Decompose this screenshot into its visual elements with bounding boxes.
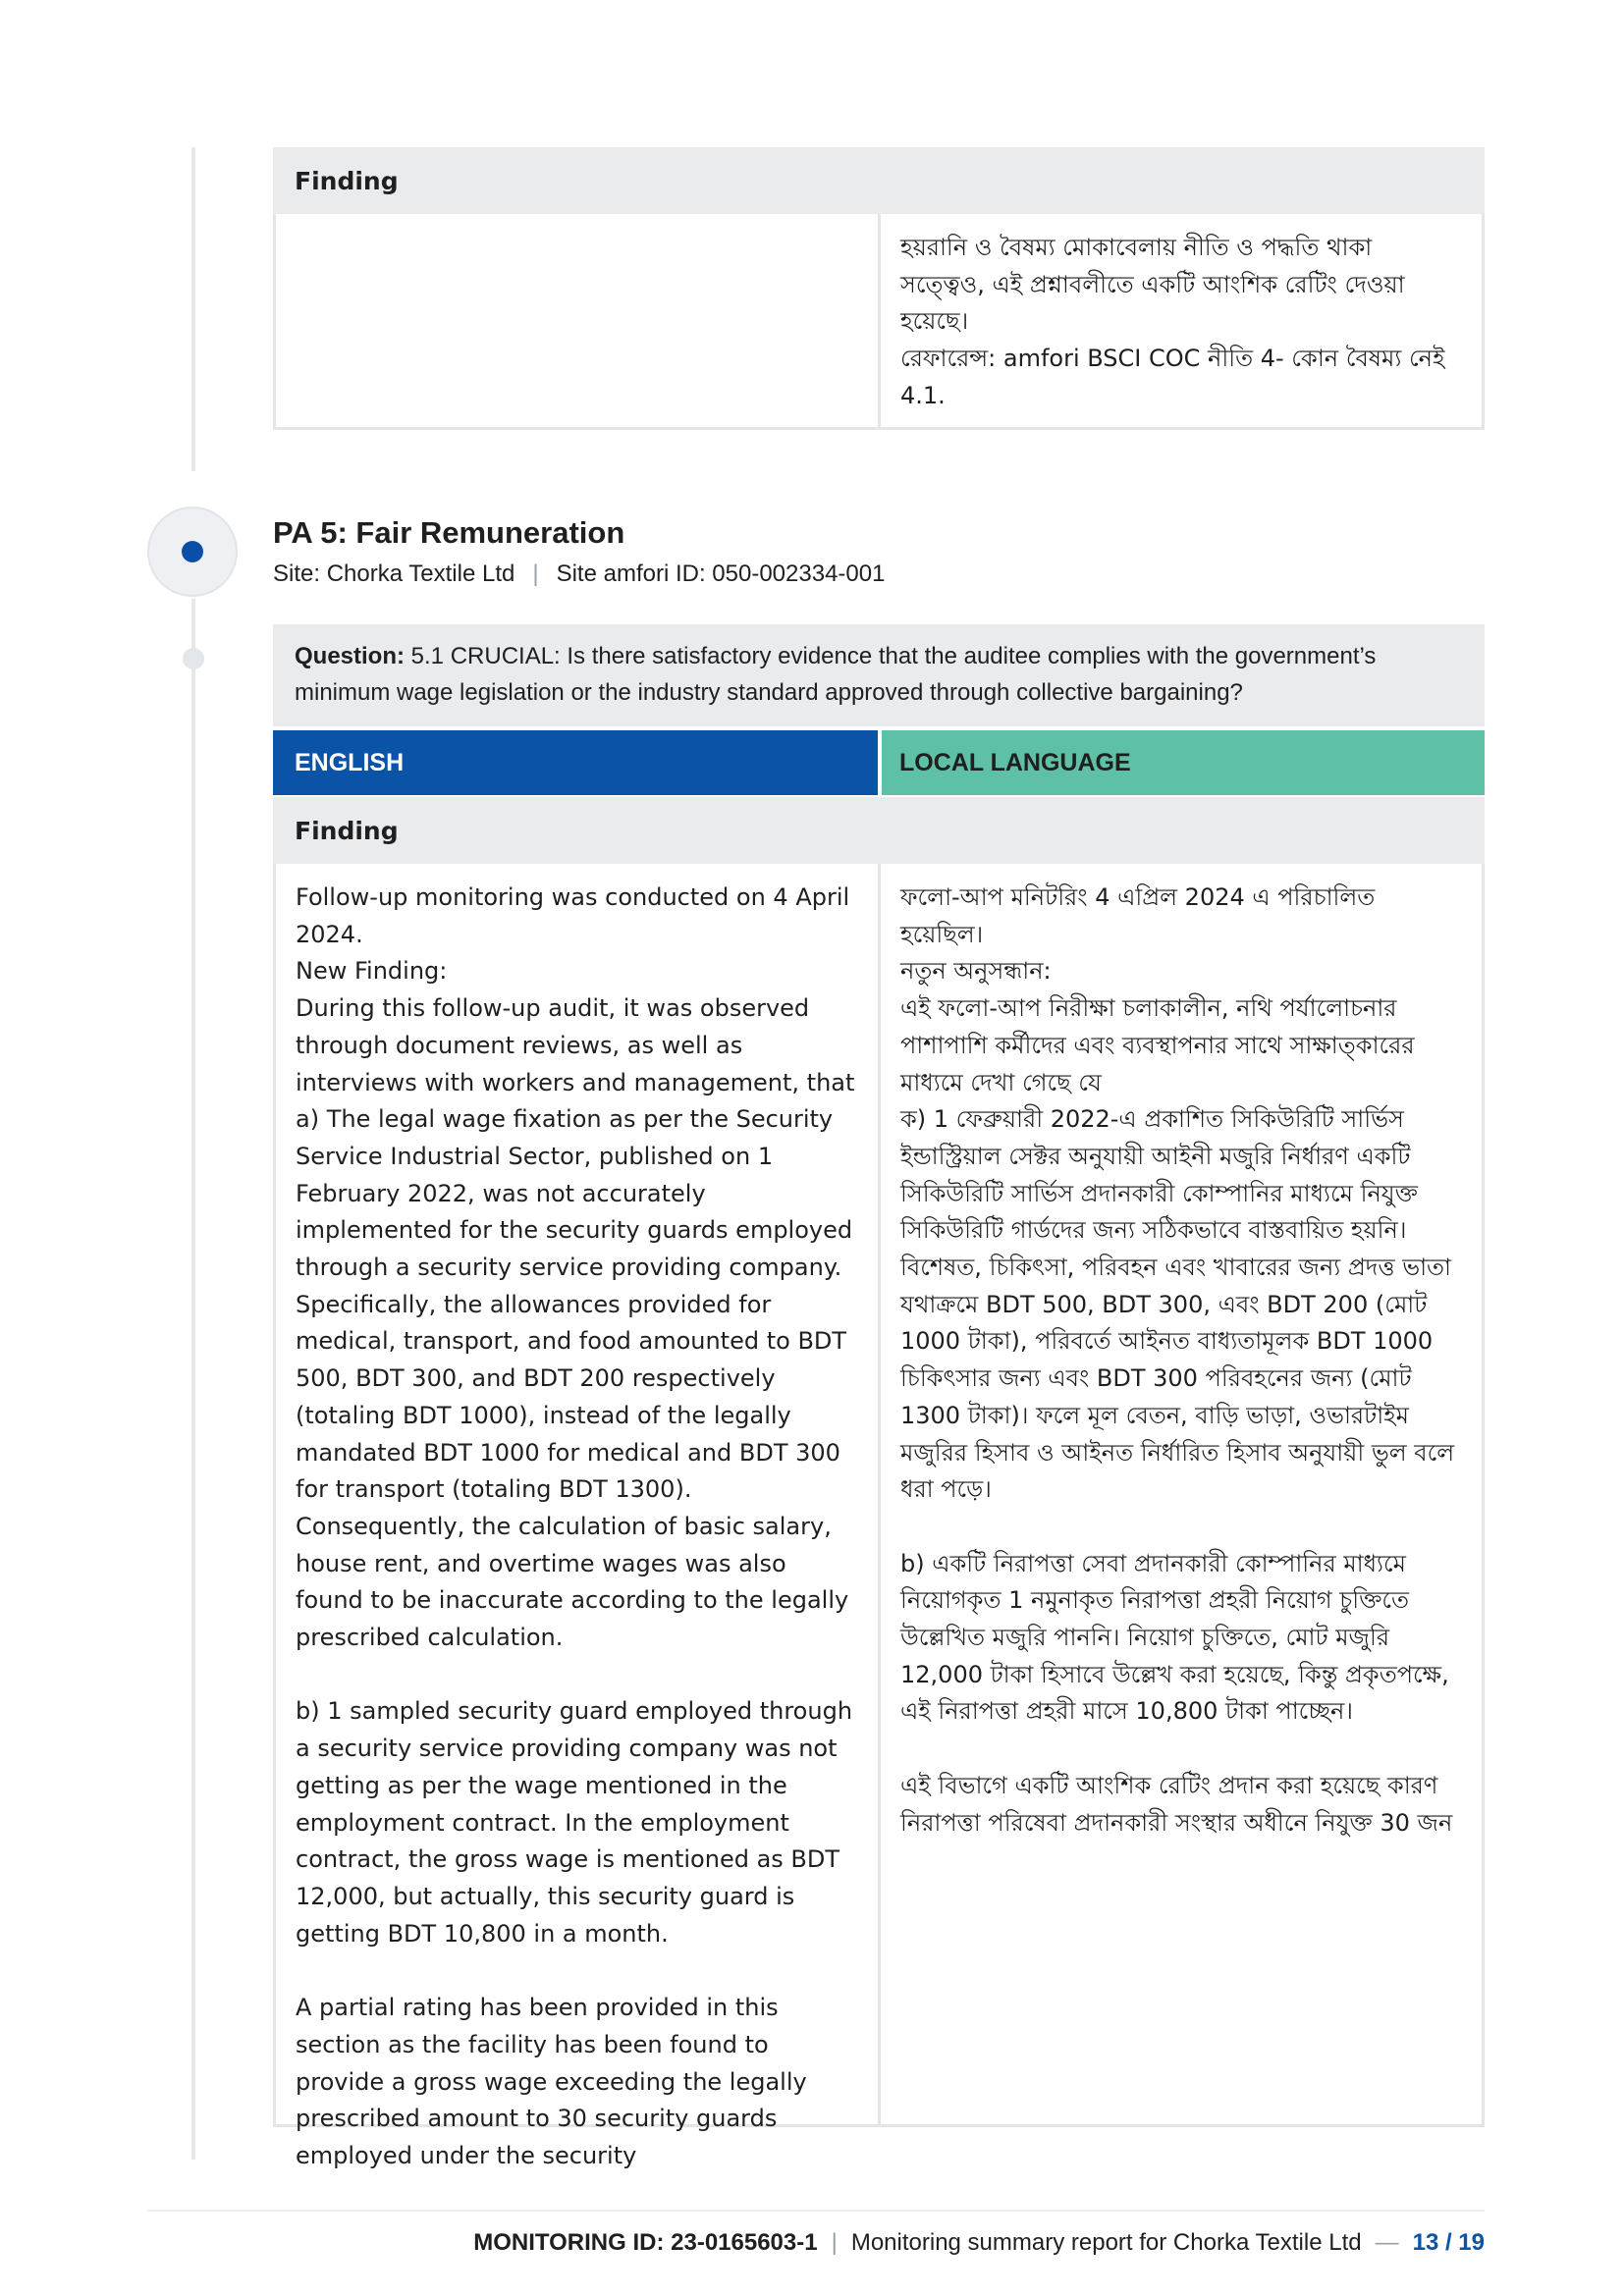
prev-finding-local: হয়রানি ও বৈষম্য মোকাবেলায় নীতি ও পদ্ধতি থাকা সত্ত্বেও, এই প্রশ্নাবলীতে একটি আংশিক রেটিং দেওয়া হয়েছে। রেফারেন্স: amfori BSCI COC নীতি 4- কোন বৈষম্য নেই 4.1. [900,234,1445,409]
question-box [273,624,1485,726]
footer-separator: | [831,2229,838,2256]
timeline-small-dot [183,648,204,669]
local-language-column-header: LOCAL LANGUAGE [882,730,1485,795]
finding-row [273,864,1485,2169]
site-name: Site: Chorka Textile Ltd [273,561,515,587]
prev-finding-table [273,147,1485,430]
site-amfori-id: Site amfori ID: 050-002334-001 [556,561,886,587]
site-separator: | [532,561,539,587]
english-column-header: ENGLISH [273,730,878,795]
finding-local-text: ফলো-আপ মনিটরিং 4 এপ্রিল 2024 এ পরিচালিত হয়েছিল। নতুন অনুসন্ধান: এই ফলো-আপ নিরীক্ষা চলাকালীন, নথি পর্যালোচনার পাশাপাশি কর্মীদের এবং ব্যবস্থাপনার সাথে সাক্ষাত্কারের মাধ্যমে দেখা গেছে যে ক) 1 ফেব্রুয়ারী 2022-এ প্রকাশিত সিকিউরিটি সার্ভিস ইন্ডাস্ট্রিয়াল সেক্টর অনুযায়ী আইনী মজুরি নির্ধারণ একটি সিকিউরিটি সার্ভিস প্রদানকারী কোম্পানির মাধ্যমে নিযুক্ত সিকিউরিটি গার্ডদের জন্য সঠিকভাবে বাস্তবায়িত হয়নি। বিশেষত, চিকিৎসা, পরিবহন এবং খাবারের জন্য প্রদত্ত ভাতা যথাক্রমে BDT 500, BDT 300, এবং BDT 200 (মোট 1000 টাকা), পরিবর্তে আইনত বাধ্যতামূলক BDT 1000 চিকিৎসার জন্য এবং BDT 300 পরিবহনের জন্য (মোট 1300 টাকা)। ফলে মূল বেতন, বাড়ি ভাড়া, ওভারটাইম মজুরির হিসাব ও আইনত নির্ধারিত হিসাব অনুযায়ী ভুল বলে ধরা পড়ে। b) একটি নিরাপত্তা সেবা প্রদানকারী কোম্পানির মাধ্যমে নিয়োগকৃত 1 নমুনাকৃত নিরাপত্তা প্রহরী নিয়োগ চুক্তিতে উল্লেখিত মজুরি পাননি। নিয়োগ চুক্তিতে, মোট মজুরি 12,000 টাকা হিসাবে উল্লেখ করা হয়েছে, কিন্তু প্রকৃতপক্ষে, এই নিরাপত্তা প্রহরী মাসে 10,800 টাকা পাচ্ছেন। এই বিভাগে একটি আংশিক রেটিং প্রদান করা হয়েছে কারণ নিরাপত্তা পরিষেবা প্রদানকারী সংস্থার অধীনে নিযুক্ত 30 জন [900,883,1455,1837]
page-footer [473,2229,1485,2257]
prev-finding-english [276,214,881,427]
footer-divider [147,2210,1485,2212]
prev-finding-row [273,214,1485,430]
prev-finding-header: Finding [273,147,1485,214]
timeline-line-lower [191,599,195,2160]
report-title: Monitoring summary report for Chorka Textile Ltd [850,2229,1362,2256]
question-label: Question: [295,643,405,669]
timeline-node [147,507,238,597]
finding-english-text: Follow-up monitoring was conducted on 4 April 2024. New Finding: During this follow-up audit, it was observed through document reviews, as well as interviews with workers and management, that a) The legal wage fixation as per the Security Service Industrial Sector, published on 1 February 2022, was not accurately implemented for the security guards employed through a security service providing company. Specifically, the allowances provided for medical, transport, and food amounted to BDT 500, BDT 300, and BDT 200 respectively (totaling BDT 1000), instead of the legally mandated BDT 1000 for medical and BDT 300 for transport (totaling BDT 1300). Consequently, the calculation of basic salary, house rent, and overtime wages was also found to be inaccurate according to the legally prescribed calculation. b) 1 sampled security guard employed through a security service providing company was not getting as per the wage mentioned in the employment contract. In the employment contract, the gross wage is mentioned as BDT 12,000, but actually, this security guard is getting BDT 10,800 in a month. A partial rating has been provided in this section as the facility has been found to provide a gross wage exceeding the legally prescribed amount to 30 security guards employed under the security [276,864,881,2124]
language-header-bar [273,730,1485,795]
section-title: PA 5: Fair Remuneration [273,515,625,550]
site-info [273,561,885,588]
finding-header: Finding [273,797,1485,864]
question-text: 5.1 CRUCIAL: Is there satisfactory evidence that the auditee complies with the government’s minimum wage legislation or the industry standard approved through collective bargaining? [295,643,1377,706]
footer-dash: — [1375,2229,1399,2256]
timeline-line-upper [191,147,195,471]
timeline-node-dot [182,541,203,562]
monitoring-id: MONITORING ID: 23-0165603-1 [473,2229,818,2256]
finding-table [273,797,1485,2169]
page-number: 13 / 19 [1412,2229,1485,2256]
